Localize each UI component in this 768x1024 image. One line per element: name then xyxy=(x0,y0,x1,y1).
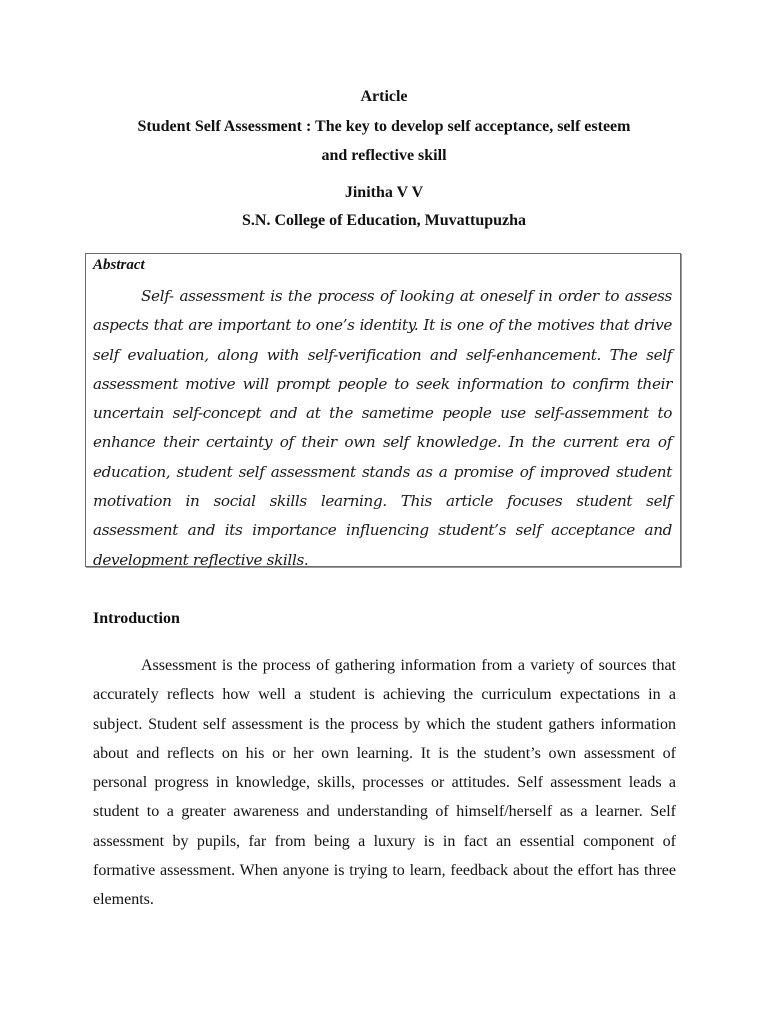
introduction-paragraph: Assessment is the process of gathering information from a variety of sources that accurately reflects how well a student is achieving the curriculum expectations in a subject. Student self assessment is the process by which the student gathers information about and reflects on his or her own learning. It is the student’s own assessment of personal progress in knowledge, skills, processes or attitudes. Self assessment leads a student to a greater awareness and understanding of himself/herself as a learner. Self assessment by pupils, far from being a luxury is in fact an essential component of formative assessment. When anyone is trying to learn, feedback about the effort has three elements. xyxy=(93,657,676,909)
article-title-line-2: and reflective skill xyxy=(321,147,447,164)
author-affiliation: S.N. College of Education, Muvattupuzha xyxy=(241,212,527,229)
abstract-text: Self- assessment is the process of looking at oneself in order to assess aspects that are important to one’s identity. It is one of the motives that drive self evaluation, along with self-verification and self-enhancement. The self assessment motive will prompt people to seek information to confirm their uncertain self-concept and at the sametime people use self-assemment to enhance their certainty of their own self knowledge. In the current era of education, student self assessment stands as a promise of improved student motivation in social skills learning. This article focuses student self assessment and its importance influencing student’s self acceptance and development reflective skills. xyxy=(93,287,672,569)
author-name: Jinitha V V xyxy=(344,184,424,201)
article-label: Article xyxy=(360,88,408,105)
abstract-box xyxy=(85,253,681,567)
abstract-heading: Abstract xyxy=(93,257,145,273)
article-title-line-1: Student Self Assessment : The key to develop self acceptance, self esteem xyxy=(137,118,631,135)
introduction-heading: Introduction xyxy=(93,610,180,627)
